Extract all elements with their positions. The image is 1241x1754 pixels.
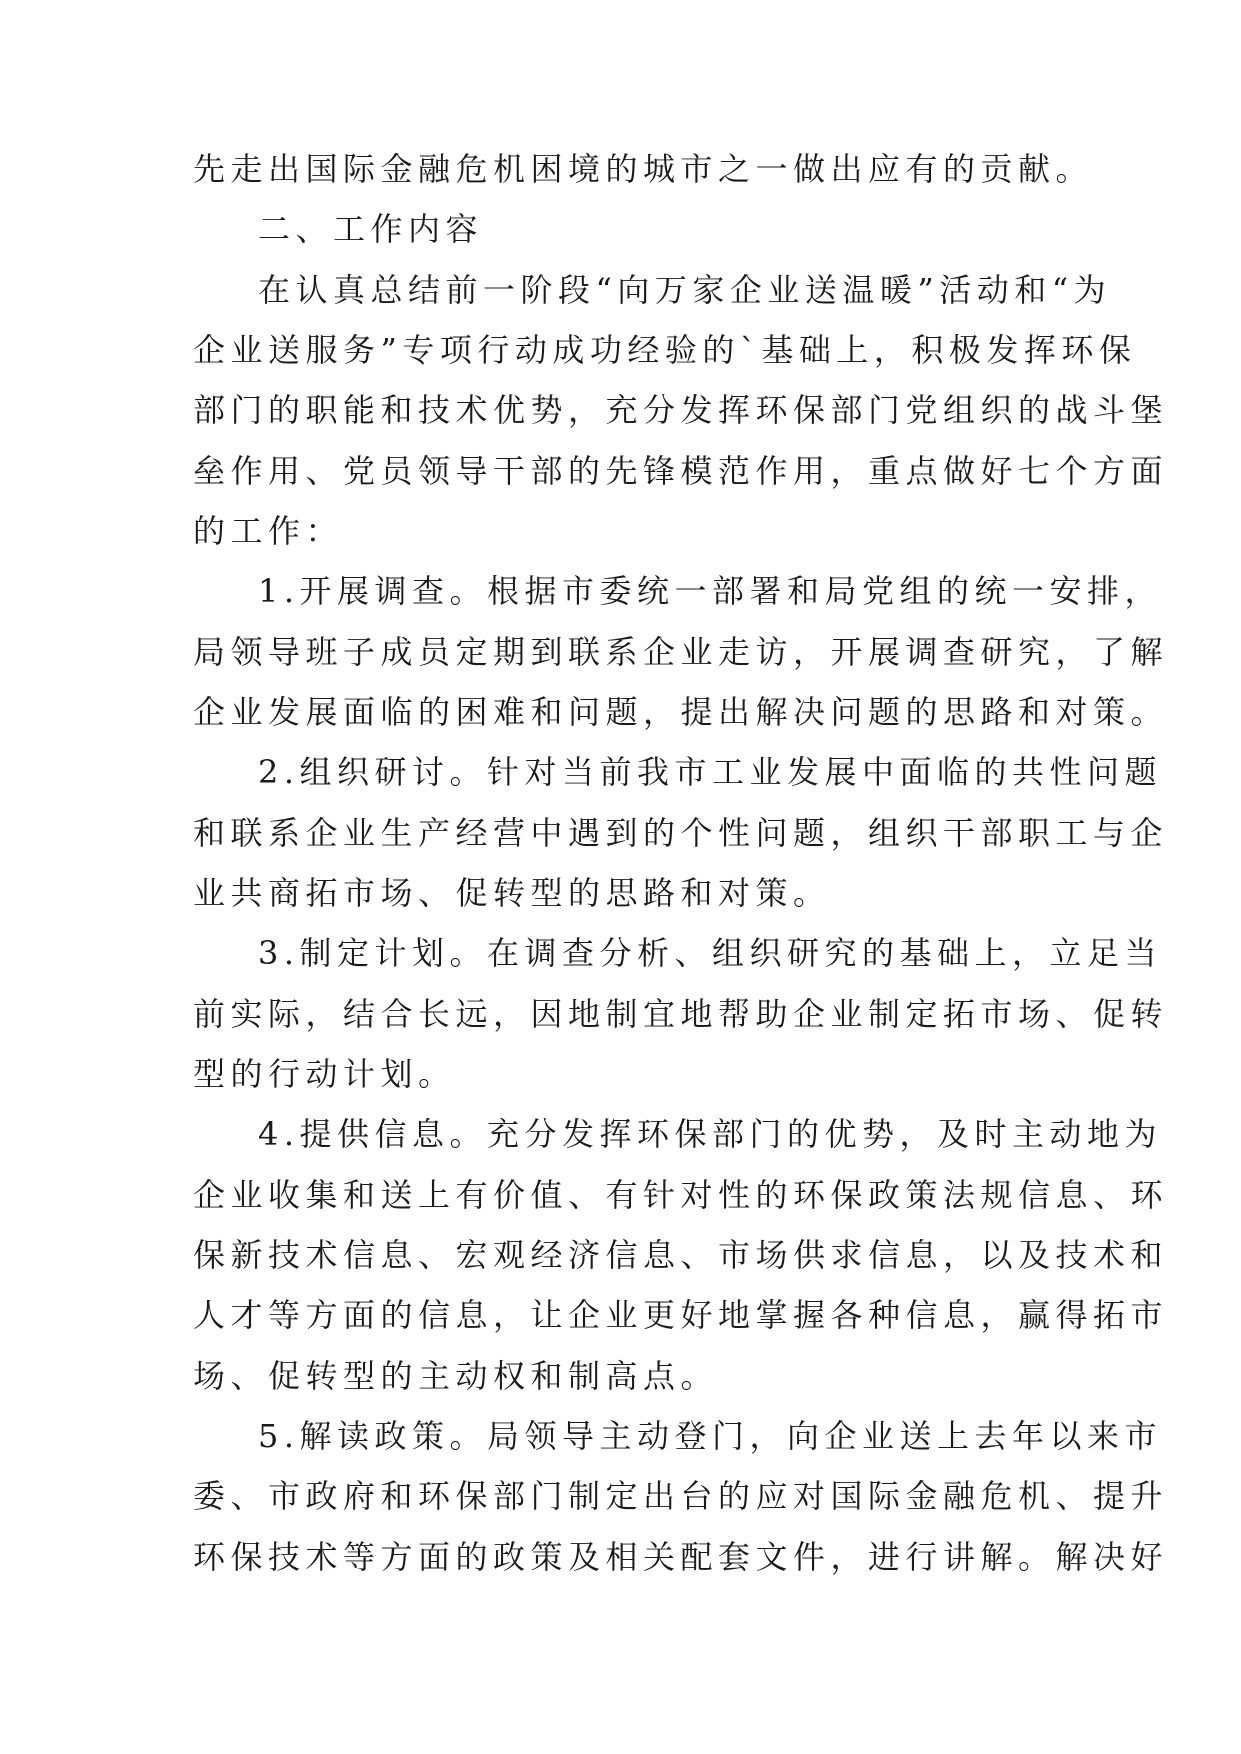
text-line: 保新技术信息、宏观经济信息、市场供求信息，以及技术和	[193, 1236, 1169, 1274]
list-item-heading: 5.解读政策。局领导主动登门，向企业送上去年以来市	[258, 1417, 1163, 1455]
text-line: 委、市政府和环保部门制定出台的应对国际金融危机、提升	[193, 1477, 1169, 1515]
list-item-heading: 1.开展调查。根据市委统一部署和局党组的统一安排，	[258, 572, 1163, 610]
text-line: 型的行动计划。	[193, 1055, 456, 1093]
text-line: 和联系企业生产经营中遇到的个性问题，组织干部职工与企	[193, 814, 1169, 852]
text-line: 部门的职能和技术优势，充分发挥环保部门党组织的战斗堡	[193, 391, 1169, 429]
text-line: 人才等方面的信息，让企业更好地掌握各种信息，赢得拓市	[193, 1296, 1169, 1334]
text-line: 企业收集和送上有价值、有针对性的环保政策法规信息、环	[193, 1176, 1169, 1214]
text-line: 先走出国际金融危机困境的城市之一做出应有的贡献。	[193, 150, 1094, 188]
text-line: 企业送服务”专项行动成功经验的`基础上，积极发挥环保	[193, 331, 1137, 369]
list-item-heading: 3.制定计划。在调查分析、组织研究的基础上，立足当	[258, 934, 1163, 972]
text-line: 企业发展面临的困难和问题，提出解决问题的思路和对策。	[193, 693, 1169, 731]
section-heading: 二、工作内容	[258, 210, 484, 248]
text-line: 环保技术等方面的政策及相关配套文件，进行讲解。解决好	[193, 1538, 1169, 1576]
text-line: 在认真总结前一阶段“向万家企业送温暖”活动和“为	[258, 271, 1112, 309]
list-item-heading: 4.提供信息。充分发挥环保部门的优势，及时主动地为	[258, 1115, 1163, 1153]
text-line: 前实际，结合长远，因地制宜地帮助企业制定拓市场、促转	[193, 995, 1169, 1033]
text-line: 的工作：	[193, 512, 344, 550]
text-line: 场、促转型的主动权和制高点。	[193, 1357, 719, 1395]
list-item-heading: 2.组织研讨。针对当前我市工业发展中面临的共性问题	[258, 753, 1163, 791]
text-line: 局领导班子成员定期到联系企业走访，开展调查研究，了解	[193, 633, 1169, 671]
text-line: 业共商拓市场、促转型的思路和对策。	[193, 874, 831, 912]
text-line: 垒作用、党员领导干部的先锋模范作用，重点做好七个方面	[193, 452, 1169, 490]
